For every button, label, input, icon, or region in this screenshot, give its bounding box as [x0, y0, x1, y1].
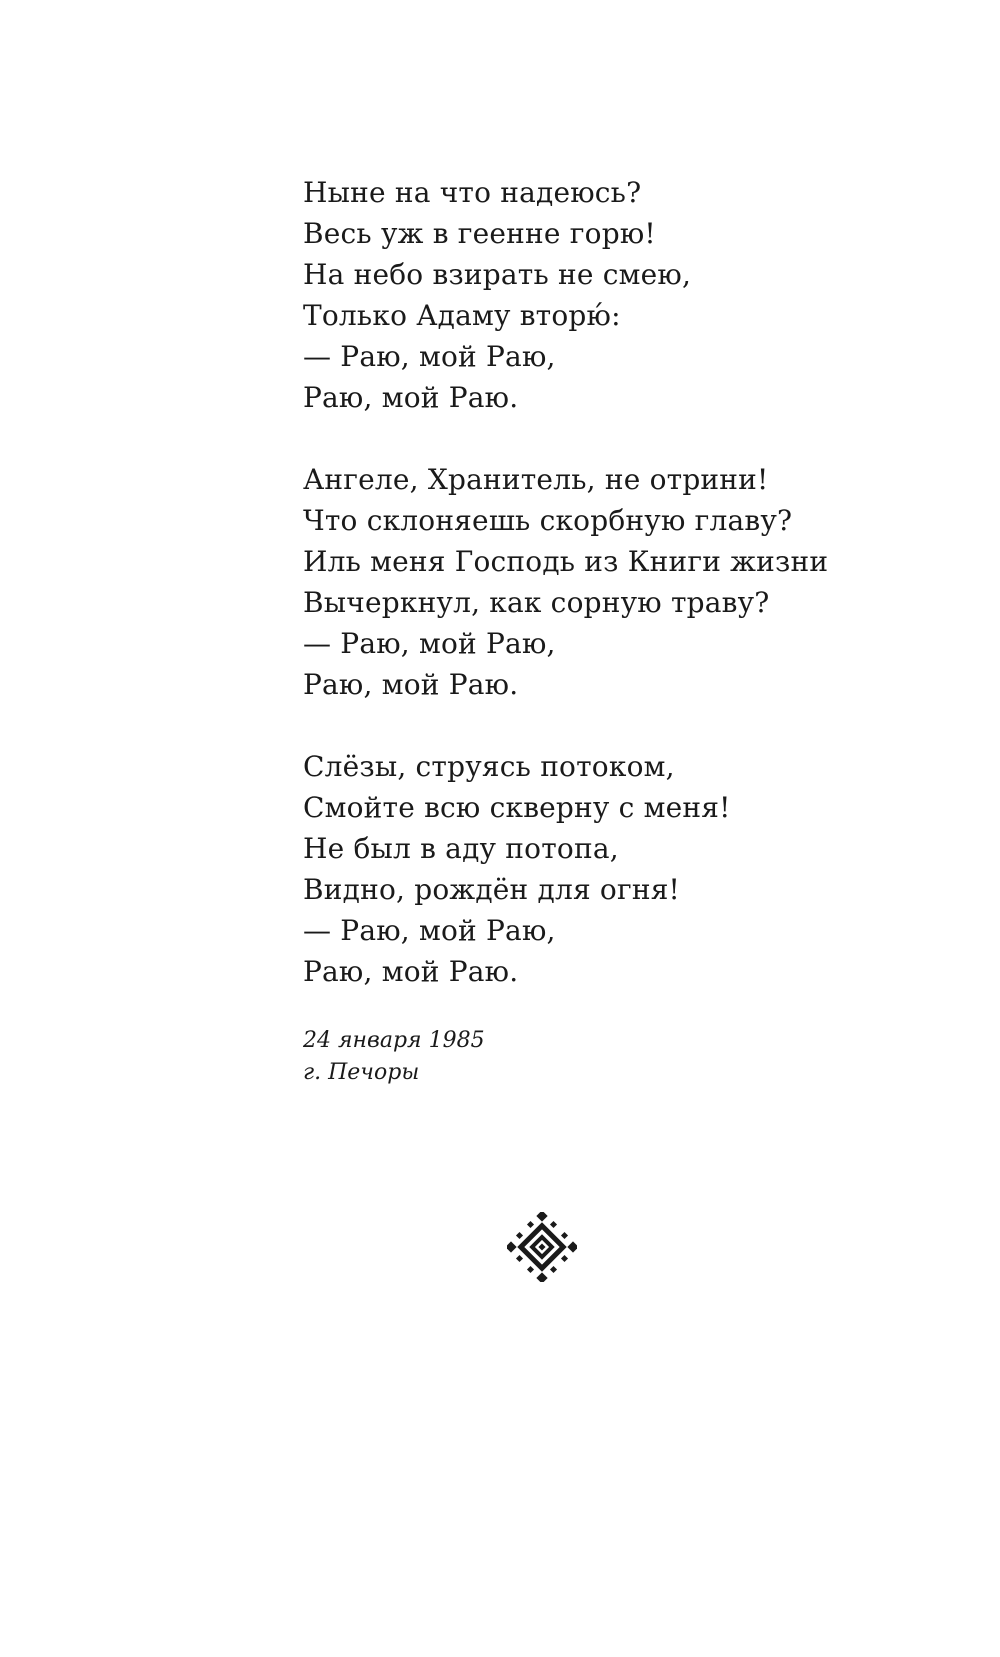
poem-line: — Раю, мой Раю, — [303, 340, 556, 373]
poem — [303, 172, 943, 992]
stanza-2 — [303, 459, 943, 705]
poem-line: Ныне на что надеюсь? — [303, 176, 642, 209]
poem-place: г. Печоры — [303, 1060, 420, 1085]
poem-line: Иль меня Господь из Книги жизни — [303, 545, 829, 578]
poem-line: Не был в аду потопа, — [303, 832, 619, 865]
poem-line: Раю, мой Раю. — [303, 668, 519, 701]
poem-line: Раю, мой Раю. — [303, 381, 519, 414]
poem-line: Весь уж в геенне горю! — [303, 217, 656, 250]
poem-line: — Раю, мой Раю, — [303, 914, 556, 947]
poem-line: Ангеле, Хранитель, не отрини! — [303, 463, 769, 496]
poem-line: Слёзы, струясь потоком, — [303, 750, 675, 783]
stanza-1 — [303, 172, 943, 418]
poem-date: 24 января 1985 — [303, 1028, 485, 1053]
poem-line: Только Адаму вторю́: — [303, 299, 621, 332]
stanza-3 — [303, 746, 943, 992]
poem-line: — Раю, мой Раю, — [303, 627, 556, 660]
poem-line: Вычеркнул, как сорную траву? — [303, 586, 770, 619]
poem-line: На небо взирать не смею, — [303, 258, 692, 291]
poem-line: Видно, рождён для огня! — [303, 873, 681, 906]
poem-line: Что склоняешь скорбную главу? — [303, 504, 793, 537]
ornament-diamond-icon — [507, 1212, 577, 1282]
poem-signature — [303, 1025, 485, 1089]
poem-line: Раю, мой Раю. — [303, 955, 519, 988]
poem-line: Смойте всю скверну с меня! — [303, 791, 731, 824]
